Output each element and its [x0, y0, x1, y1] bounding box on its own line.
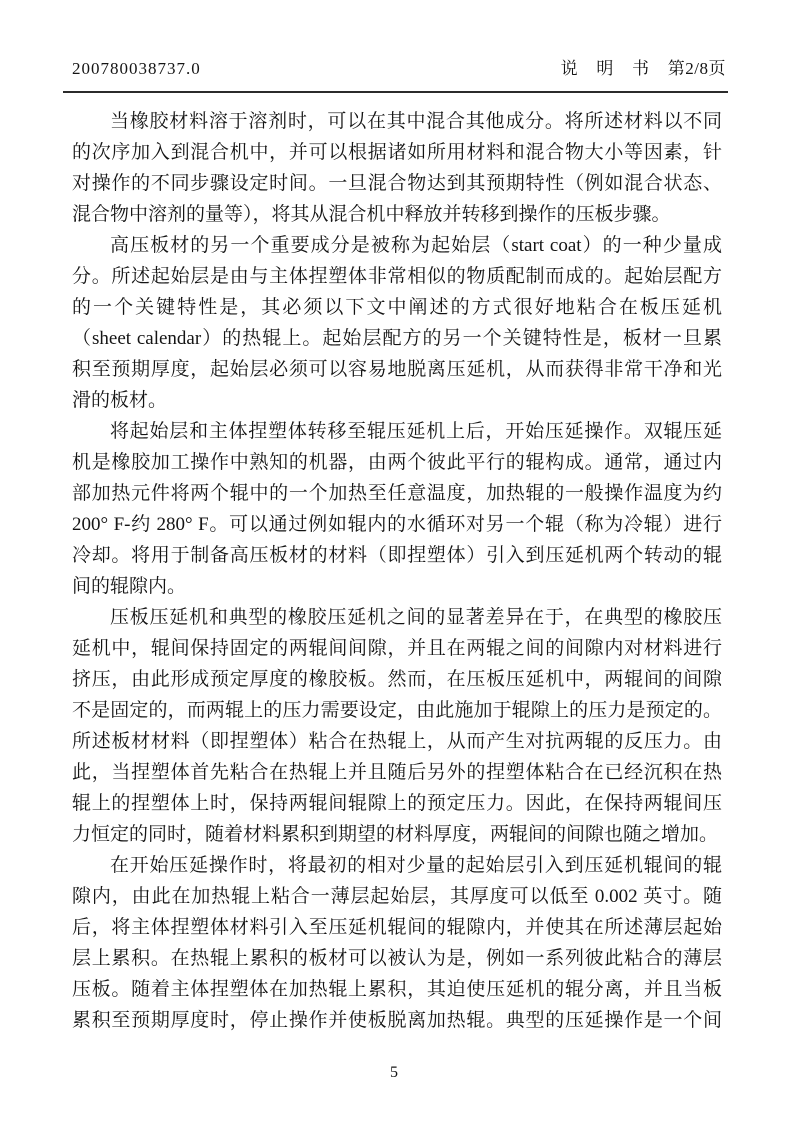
text-line: 后，将主体捏塑体材料引入至压延机辊间的辊隙内，并使其在所述薄层起始	[72, 917, 722, 938]
page-header	[72, 58, 726, 80]
text-line: 累积至预期厚度时，停止操作并使板脱离加热辊。典型的压延操作是一个间	[72, 1010, 722, 1031]
document-body	[72, 106, 722, 1036]
text-line: 隙内，由此在加热辊上粘合一薄层起始层，其厚度可以低至 0.002 英寸。随	[72, 886, 722, 907]
text-line: 将起始层和主体捏塑体转移至辊压延机上后，开始压延操作。双辊压延	[110, 421, 722, 442]
text-line: 高压板材的另一个重要成分是被称为起始层（start coat）的一种少量成	[110, 235, 722, 256]
document-type-label: 说明书	[560, 59, 668, 78]
paragraph	[72, 416, 722, 602]
text-line: 滑的板材。	[72, 390, 168, 411]
text-line: 间的辊隙内。	[72, 576, 187, 597]
text-line: 冷却。将用于制备高压板材的材料（即捏塑体）引入到压延机两个转动的辊	[72, 545, 722, 566]
text-line: 部加热元件将两个辊中的一个加热至任意温度，加热辊的一般操作温度为约	[72, 483, 722, 504]
text-line: 层上累积。在热辊上累积的板材可以被认为是，例如一系列彼此粘合的薄层	[72, 948, 722, 969]
text-line: 在开始压延操作时，将最初的相对少量的起始层引入到压延机辊间的辊	[110, 855, 722, 876]
text-line: 的次序加入到混合机中，并可以根据诸如所用材料和混合物大小等因素，针	[72, 142, 722, 163]
text-line: 辊上的捏塑体上时，保持两辊间辊隙上的预定压力。因此，在保持两辊间压	[72, 793, 722, 814]
application-number: 200780038737.0	[72, 59, 201, 78]
text-line: 力恒定的同时，随着材料累积到期望的材料厚度，两辊间的间隙也随之增加。	[72, 824, 719, 845]
text-line: 分。所述起始层是由与主体捏塑体非常相似的物质配制而成的。起始层配方	[72, 266, 722, 287]
text-line: 不是固定的，而两辊上的压力需要设定，由此施加于辊隙上的压力是预定的。	[72, 700, 722, 721]
header-right	[561, 58, 726, 80]
text-line: 所述板材材料（即捏塑体）粘合在热辊上，从而产生对抗两辊的反压力。由	[72, 731, 722, 752]
text-line: 压板压延机和典型的橡胶压延机之间的显著差异在于，在典型的橡胶压	[110, 607, 722, 628]
text-line: 压板。随着主体捏塑体在加热辊上累积，其迫使压延机的辊分离，并且当板	[72, 979, 722, 1000]
paragraph	[72, 850, 722, 1036]
text-line: 当橡胶材料溶于溶剂时，可以在其中混合其他成分。将所述材料以不同	[110, 111, 722, 132]
paragraph	[72, 230, 722, 416]
text-line: 机是橡胶加工操作中熟知的机器，由两个彼此平行的辊构成。通常，通过内	[72, 452, 722, 473]
text-line: 挤压，由此形成预定厚度的橡胶板。然而，在压板压延机中，两辊间的间隙	[72, 669, 722, 690]
text-line: 积至预期厚度，起始层必须可以容易地脱离压延机，从而获得非常干净和光	[72, 359, 722, 380]
text-line: 200° F-约 280° F。可以通过例如辊内的水循环对另一个辊（称为冷辊）进行	[72, 514, 722, 535]
paragraph	[72, 602, 722, 850]
text-line: 延机中，辊间保持固定的两辊间间隙，并且在两辊之间的间隙内对材料进行	[72, 638, 722, 659]
page-number: 5	[390, 1064, 398, 1081]
page-indicator: 第2/8页	[667, 59, 726, 78]
text-line: 的一个关键特性是，其必须以下文中阐述的方式很好地粘合在板压延机	[72, 297, 722, 318]
text-line: （sheet calendar）的热辊上。起始层配方的另一个关键特性是，板材一旦累	[72, 328, 722, 349]
page-footer	[0, 1062, 788, 1084]
paragraph	[72, 106, 722, 230]
text-line: 混合物中溶剂的量等），将其从混合机中释放并转移到操作的压板步骤。	[72, 204, 671, 225]
text-line: 对操作的不同步骤设定时间。一旦混合物达到其预期特性（例如混合状态、	[72, 173, 722, 194]
text-line: 此，当捏塑体首先粘合在热辊上并且随后另外的捏塑体粘合在已经沉积在热	[72, 762, 722, 783]
header-divider	[63, 91, 728, 93]
